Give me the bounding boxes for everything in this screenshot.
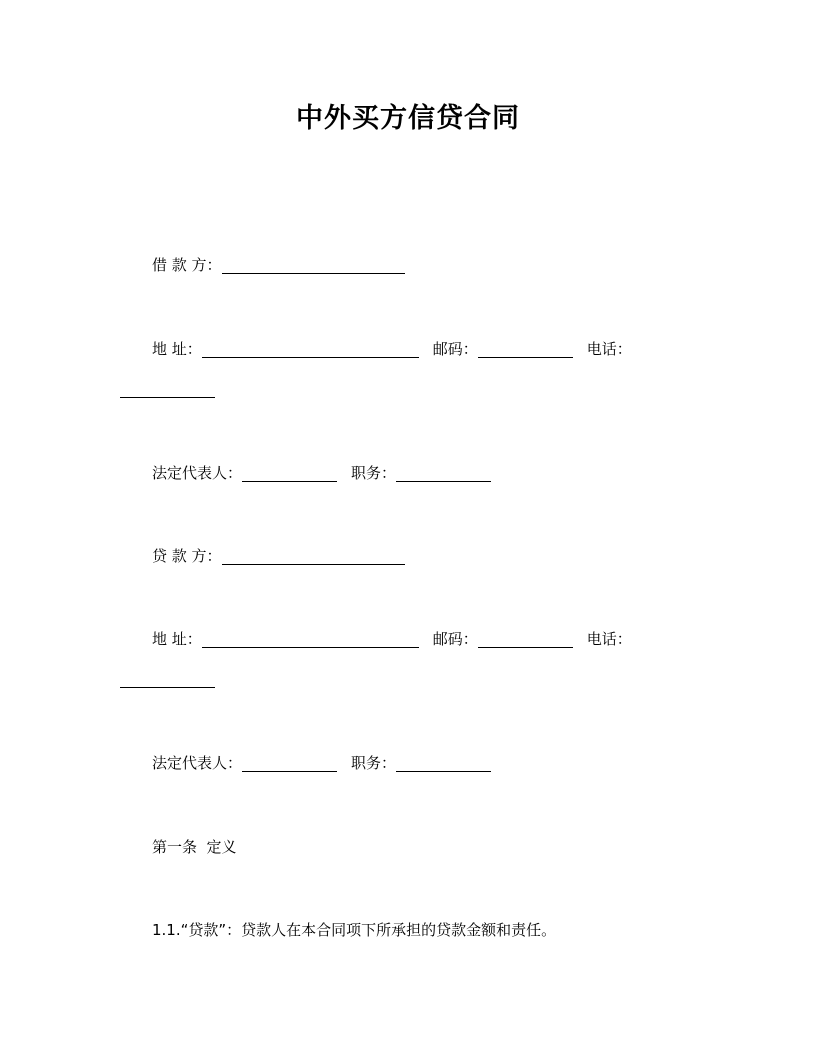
lender-position-label: 职务：	[351, 754, 397, 772]
borrower-postcode-blank[interactable]	[478, 340, 573, 358]
lender-party-label: 贷 款 方：	[152, 547, 222, 565]
borrower-name-blank[interactable]	[222, 256, 405, 274]
lender-address-blank[interactable]	[202, 630, 419, 648]
borrower-position-blank[interactable]	[396, 464, 491, 482]
lender-phone-label: 电话：	[586, 630, 632, 648]
lender-phone-blank[interactable]	[120, 687, 215, 688]
borrower-position-label: 职务：	[351, 464, 397, 482]
lender-representative-line	[152, 752, 491, 774]
lender-rep-label: 法定代表人：	[152, 754, 243, 772]
borrower-rep-blank[interactable]	[242, 464, 337, 482]
borrower-phone-blank[interactable]	[120, 397, 215, 398]
article-1-heading: 第一条 定义	[152, 838, 237, 856]
borrower-rep-label: 法定代表人：	[152, 464, 243, 482]
lender-rep-blank[interactable]	[242, 754, 337, 772]
borrower-address-blank[interactable]	[202, 340, 419, 358]
lender-postcode-blank[interactable]	[478, 630, 573, 648]
borrower-party-line	[152, 254, 405, 276]
lender-address-label: 地 址：	[152, 630, 202, 648]
borrower-address-label: 地 址：	[152, 340, 202, 358]
clause-1-1: 1.1.“贷款”：贷款人在本合同项下所承担的贷款金额和责任。	[152, 921, 557, 939]
lender-address-line	[152, 628, 632, 650]
borrower-party-label: 借 款 方：	[152, 256, 222, 274]
borrower-address-line	[152, 338, 632, 360]
lender-party-line	[152, 545, 405, 567]
lender-postcode-label: 邮码：	[432, 630, 478, 648]
lender-position-blank[interactable]	[396, 754, 491, 772]
borrower-representative-line	[152, 462, 491, 484]
borrower-postcode-label: 邮码：	[432, 340, 478, 358]
borrower-phone-label: 电话：	[586, 340, 632, 358]
document-title: 中外买方信贷合同	[296, 103, 520, 134]
lender-name-blank[interactable]	[222, 547, 405, 565]
